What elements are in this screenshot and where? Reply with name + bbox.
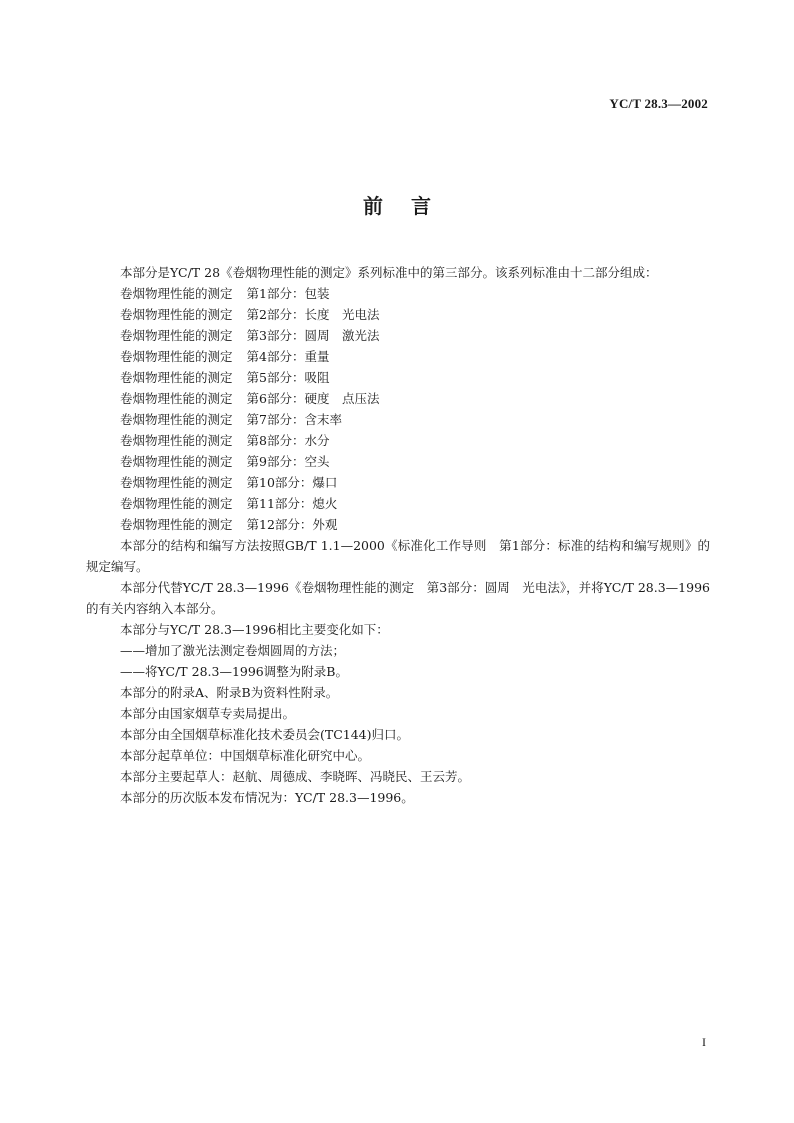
list-item: 卷烟物理性能的测定 第8部分：水分 (120, 433, 330, 448)
list-item: 卷烟物理性能的测定 第7部分：含末率 (120, 412, 342, 427)
parts-list (86, 283, 710, 535)
page-number: I (702, 1035, 706, 1049)
list-item: 卷烟物理性能的测定 第11部分：熄火 (120, 496, 338, 511)
change-item: ——将YC/T 28.3—1996调整为附录B。 (120, 664, 348, 679)
list-item: 卷烟物理性能的测定 第10部分：爆口 (120, 475, 338, 490)
list-item: 卷烟物理性能的测定 第3部分：圆周 激光法 (120, 328, 380, 343)
history-paragraph: 本部分的历次版本发布情况为：YC/T 28.3—1996。 (120, 790, 414, 805)
proposer-paragraph: 本部分由国家烟草专卖局提出。 (120, 706, 296, 721)
page-title: 前言 (363, 194, 459, 218)
list-item: 卷烟物理性能的测定 第1部分：包装 (120, 286, 330, 301)
structure-paragraph: 本部分的结构和编写方法按照GB/T 1.1—2000《标准化工作导则 第1部分：标准的结构和编写规则》的规定编写。 (86, 538, 710, 574)
drafting-unit-paragraph: 本部分起草单位：中国烟草标准化研究中心。 (120, 748, 371, 763)
appendix-paragraph: 本部分的附录A、附录B为资料性附录。 (120, 685, 339, 700)
centralized-paragraph: 本部分由全国烟草标准化技术委员会(TC144)归口。 (120, 727, 410, 742)
changes-intro: 本部分与YC/T 28.3—1996相比主要变化如下： (120, 622, 389, 637)
drafters-paragraph: 本部分主要起草人：赵航、周德成、李晓晖、冯晓民、王云芳。 (120, 769, 471, 784)
foreword-body (86, 262, 710, 808)
list-item: 卷烟物理性能的测定 第12部分：外观 (120, 517, 338, 532)
replace-paragraph: 本部分代替YC/T 28.3—1996《卷烟物理性能的测定 第3部分：圆周 光电法》，并将YC/T 28.3—1996的有关内容纳入本部分。 (86, 580, 710, 616)
list-item: 卷烟物理性能的测定 第2部分：长度 光电法 (120, 307, 380, 322)
list-item: 卷烟物理性能的测定 第9部分：空头 (120, 454, 330, 469)
standard-code: YC/T 28.3—2002 (609, 96, 708, 111)
list-item: 卷烟物理性能的测定 第5部分：吸阻 (120, 370, 330, 385)
intro-paragraph: 本部分是YC/T 28《卷烟物理性能的测定》系列标准中的第三部分。该系列标准由十二部分组成： (120, 265, 658, 280)
change-item: ——增加了激光法测定卷烟圆周的方法； (120, 643, 346, 658)
list-item: 卷烟物理性能的测定 第6部分：硬度 点压法 (120, 391, 380, 406)
list-item: 卷烟物理性能的测定 第4部分：重量 (120, 349, 330, 364)
